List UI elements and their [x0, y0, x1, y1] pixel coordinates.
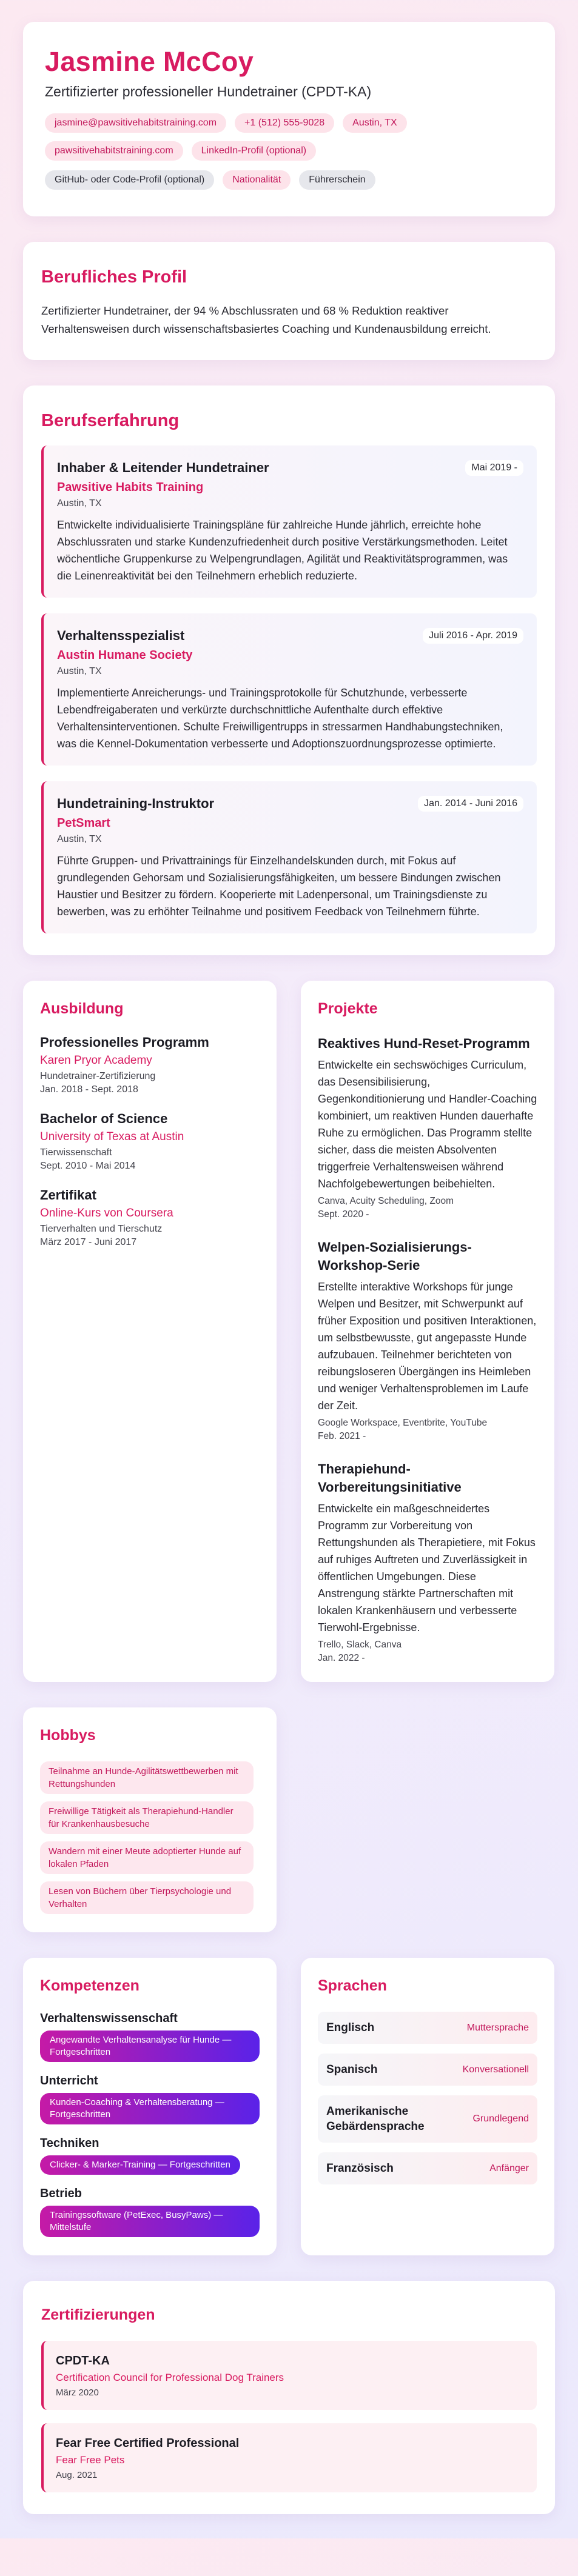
- project-entry: [318, 1035, 537, 1220]
- language-row: [318, 2152, 537, 2184]
- section-heading: Projekte: [318, 1000, 378, 1017]
- project-date: Sept. 2020 -: [318, 1209, 369, 1220]
- candidate-name: Jasmine McCoy: [45, 46, 254, 77]
- skill-group: [40, 2074, 260, 2124]
- edu-field: Tierverhalten und Tierschutz: [40, 1224, 163, 1234]
- certification-entry: [41, 2423, 537, 2492]
- profile-text: Zertifizierter Hundetrainer, der 94 % Abschlussraten und 68 % Reduktion reaktiver Verhaltensweisen durch wissenschaftsbasiertes Coaching und Kundenausbildung erreicht.: [41, 304, 491, 335]
- job-org: Austin Humane Society: [57, 649, 193, 662]
- resume-header: [23, 22, 555, 216]
- skill-group: [40, 2012, 260, 2062]
- edu-degree: Zertifikat: [40, 1187, 96, 1203]
- website-chip[interactable]: pawsitivehabitstraining.com: [45, 141, 183, 161]
- edu-degree: Bachelor of Science: [40, 1111, 168, 1126]
- language-level: Konversationell: [462, 2064, 529, 2075]
- skill-category: Techniken: [40, 2137, 99, 2150]
- project-description: Entwickelte ein sechswöchiges Curriculum, das Desensibilisierung, Gegenkonditionierung und Handler-Coaching kombiniert, um reaktiven Hunden dauerhafte Ruhe zu ermöglichen. Das Programm stellte sicher, dass die meisten Absolventen triggerfreie Verhaltensweisen während Nachfolgebewertungen beibehielten.: [318, 1059, 537, 1190]
- job-entry: [41, 613, 537, 766]
- job-org: PetSmart: [57, 816, 110, 830]
- job-date: Jan. 2014 - Juni 2016: [418, 796, 523, 812]
- job-date: Mai 2019 -: [465, 460, 523, 476]
- job-role: Inhaber & Leitender Hundetrainer: [57, 460, 269, 475]
- section-heading: Berufserfahrung: [41, 411, 180, 430]
- edu-field: Hundetrainer-Zertifizierung: [40, 1071, 156, 1081]
- certification-entry: [41, 2341, 537, 2410]
- project-tools: Google Workspace, Eventbrite, YouTube: [318, 1418, 488, 1428]
- skill-pill: Kunden-Coaching & Verhaltensberatung — Fortgeschritten: [40, 2093, 260, 2124]
- hobbies-section: [23, 1707, 277, 1932]
- skill-category: Unterricht: [40, 2074, 98, 2087]
- profile-section: [23, 242, 555, 360]
- section-heading: Zertifizierungen: [41, 2306, 155, 2323]
- experience-section: [23, 385, 555, 955]
- job-date: Juli 2016 - Apr. 2019: [423, 628, 523, 644]
- language-row: [318, 2012, 537, 2044]
- section-heading: Ausbildung: [40, 1000, 124, 1017]
- edu-degree: Professionelles Programm: [40, 1035, 209, 1050]
- skill-category: Verhaltenswissenschaft: [40, 2012, 178, 2025]
- hobby-item: Lesen von Büchern über Tierpsychologie und Verhalten: [40, 1881, 254, 1914]
- language-row: [318, 2095, 537, 2143]
- language-name: Englisch: [326, 2021, 375, 2034]
- project-tools: Trello, Slack, Canva: [318, 1640, 402, 1650]
- skill-pill: Clicker- & Marker-Training — Fortgeschritten: [40, 2155, 240, 2175]
- candidate-title: Zertifizierter professioneller Hundetrainer (CPDT-KA): [45, 84, 372, 99]
- language-level: Grundlegend: [472, 2114, 529, 2124]
- section-heading: Kompetenzen: [40, 1977, 139, 1994]
- languages-section: [301, 1958, 554, 2255]
- edu-field: Tierwissenschaft: [40, 1147, 112, 1158]
- education-section: [23, 981, 277, 1682]
- github-chip[interactable]: GitHub- oder Code-Profil (optional): [45, 170, 214, 190]
- language-name: Amerikanische Gebärdensprache: [326, 2105, 425, 2133]
- edu-date: März 2017 - Juni 2017: [40, 1237, 137, 1247]
- job-description: Implementierte Anreicherungs- und Trainingsprotokolle für Schutzhunde, verbesserte Lebendfreigaberaten und verkürzte durchschnittliche Aufenthalte durch effektive Verhaltensinterventionen. Schulte Freiwilligentrupps in stressarmen Handhabungstechniken, was die Kennel-Dokumentation verbesserte und Adoptionszuordnungsprozesse optimierte.: [57, 687, 503, 750]
- skill-group: [40, 2137, 260, 2175]
- cert-date: Aug. 2021: [56, 2470, 98, 2480]
- language-row: [318, 2054, 537, 2086]
- education-entry: [40, 1111, 260, 1172]
- location-chip: Austin, TX: [343, 113, 407, 133]
- education-entry: [40, 1187, 260, 1248]
- extra-chips: [45, 170, 469, 190]
- job-description: Entwickelte individualisierte Trainingspläne für zahlreiche Hunde jährlich, erreichte hohe Abschlussraten und starke Kundenzufriedenheit durch positive Verstärkungsmethoden. Leitet wöchentliche Gruppenkurse zu Welpengrundlagen, Agilität und Reaktivitätsprogrammen, was die Leinenreaktivität bei den Teilnehmern erheblich reduzierte.: [57, 519, 508, 582]
- project-description: Entwickelte ein maßgeschneidertes Programm zur Vorbereitung von Rettungshunden als Therapietiere, mit Fokus auf ruhiges Auftreten und Zuverlässigkeit in öffentlichen Umgebungen. Diese Anstrengung stärkte Partnerschaften mit lokalen Krankenhäusern und verbesserte Tierwohl-Ergebnisse.: [318, 1503, 536, 1633]
- job-role: Verhaltensspezialist: [57, 628, 185, 643]
- section-heading: Sprachen: [318, 1977, 387, 1994]
- cert-name: Fear Free Certified Professional: [56, 2437, 240, 2450]
- skill-group: [40, 2187, 260, 2237]
- contact-chips: [45, 113, 469, 161]
- skills-section: [23, 1958, 277, 2255]
- projects-section: [301, 981, 554, 1682]
- skill-category: Betrieb: [40, 2187, 82, 2200]
- project-entry: [318, 1460, 537, 1664]
- language-name: Spanisch: [326, 2063, 378, 2076]
- license-chip: Führerschein: [299, 170, 375, 190]
- section-heading: Berufliches Profil: [41, 267, 187, 287]
- job-org: Pawsitive Habits Training: [57, 481, 204, 494]
- email-chip[interactable]: jasmine@pawsitivehabitstraining.com: [45, 113, 226, 133]
- education-entry: [40, 1035, 260, 1095]
- cert-date: März 2020: [56, 2387, 99, 2398]
- project-name: Therapiehund-Vorbereitungsinitiative: [318, 1461, 462, 1495]
- job-location: Austin, TX: [57, 498, 102, 509]
- hobby-item: Freiwillige Tätigkeit als Therapiehund-Handler für Krankenhausbesuche: [40, 1801, 254, 1834]
- job-entry: [41, 781, 537, 933]
- nationality-chip: Nationalität: [223, 170, 291, 190]
- linkedin-chip[interactable]: LinkedIn-Profil (optional): [192, 141, 316, 161]
- project-name: Welpen-Sozialisierungs-Workshop-Serie: [318, 1240, 472, 1273]
- job-location: Austin, TX: [57, 666, 102, 676]
- certifications-section: [23, 2281, 555, 2514]
- education-projects-row: [23, 981, 555, 1682]
- project-date: Feb. 2021 -: [318, 1431, 366, 1441]
- cert-name: CPDT-KA: [56, 2354, 110, 2367]
- edu-date: Jan. 2018 - Sept. 2018: [40, 1084, 138, 1095]
- project-date: Jan. 2022 -: [318, 1653, 365, 1663]
- hobby-item: Wandern mit einer Meute adoptierter Hunde auf lokalen Pfaden: [40, 1841, 254, 1874]
- project-name: Reaktives Hund-Reset-Programm: [318, 1036, 530, 1051]
- hobby-item: Teilnahme an Hunde-Agilitätswettbewerben mit Rettungshunden: [40, 1761, 254, 1794]
- job-entry: [41, 445, 537, 598]
- project-entry: [318, 1238, 537, 1442]
- cert-issuer: Certification Council for Professional Dog Trainers: [56, 2372, 284, 2383]
- project-tools: Canva, Acuity Scheduling, Zoom: [318, 1196, 454, 1206]
- language-level: Muttersprache: [466, 2022, 529, 2033]
- cert-issuer: Fear Free Pets: [56, 2454, 125, 2466]
- section-heading: Hobbys: [40, 1727, 96, 1744]
- job-role: Hundetraining-Instruktor: [57, 796, 215, 811]
- language-name: Französisch: [326, 2162, 394, 2175]
- edu-school: Karen Pryor Academy: [40, 1054, 152, 1067]
- edu-school: Online-Kurs von Coursera: [40, 1207, 173, 1220]
- language-level: Anfänger: [489, 2163, 529, 2174]
- phone-chip[interactable]: +1 (512) 555-9028: [235, 113, 334, 133]
- edu-date: Sept. 2010 - Mai 2014: [40, 1161, 136, 1171]
- job-location: Austin, TX: [57, 834, 102, 844]
- project-description: Erstellte interaktive Workshops für junge Welpen und Besitzer, mit Schwerpunkt auf früher Exposition und positiven Interaktionen, um selbstbewusste, gut angepasste Hunde aufzubauen. Teilnehmer berichteten von reibungsloseren Übergängen ins Heimleben und weniger Verhaltensproblemen im Laufe der Zeit.: [318, 1281, 537, 1412]
- skills-languages-row: [23, 1958, 555, 2255]
- skill-pill: Angewandte Verhaltensanalyse für Hunde — Fortgeschritten: [40, 2030, 260, 2062]
- job-description: Führte Gruppen- und Privattrainings für Einzelhandelskunden durch, mit Fokus auf grundlegenden Gehorsam und Sozialisierungsfähigkeiten, um bessere Bindungen zwischen Haustier und Besitzer zu fördern. Kooperierte mit Ladenpersonal, um Trainingsdienste zu bewerben, was zu erhöhter Teilnahme und positivem Feedback von Teilnehmern führte.: [57, 855, 501, 918]
- skill-pill: Trainingssoftware (PetExec, BusyPaws) — Mittelstufe: [40, 2206, 260, 2237]
- edu-school: University of Texas at Austin: [40, 1130, 184, 1143]
